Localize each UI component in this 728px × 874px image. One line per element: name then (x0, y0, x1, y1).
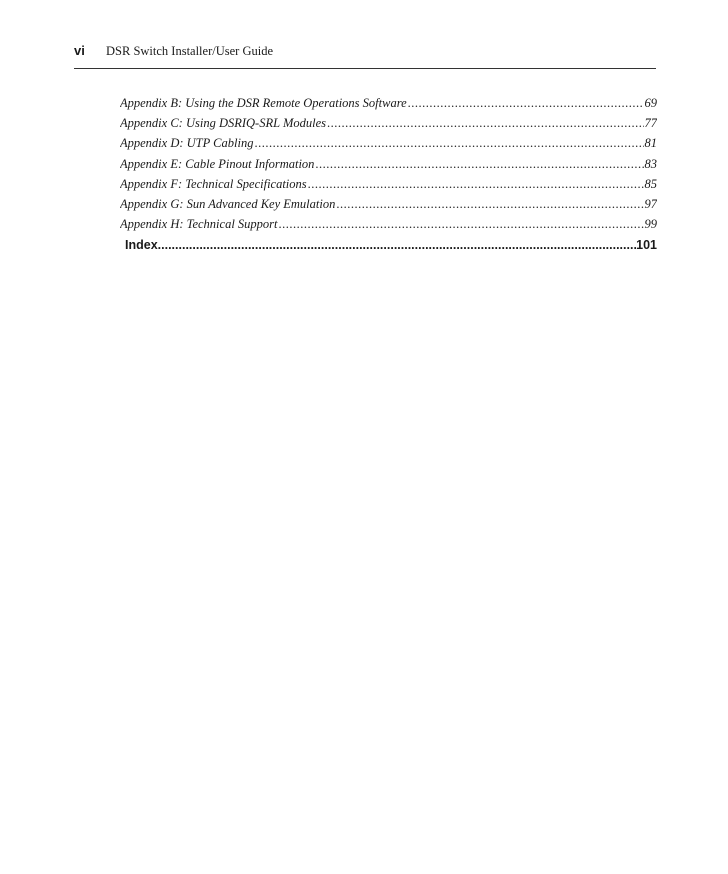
toc-entry-appendix-d[interactable] (120, 133, 657, 153)
toc-entry-appendix-h[interactable] (120, 214, 657, 234)
toc-entry-appendix-c[interactable] (120, 113, 657, 133)
toc-entry-appendix-g[interactable] (120, 194, 657, 214)
toc-entry-page: 85 (644, 176, 657, 191)
dot-leader (254, 133, 643, 153)
toc-entry-page: 83 (644, 156, 657, 171)
toc-entry-title: Appendix E: Cable Pinout Information (120, 156, 315, 171)
toc-entry-title: Appendix C: Using DSRIQ-SRL Modules (120, 116, 326, 131)
toc-entry-appendix-b[interactable] (120, 93, 657, 113)
toc-entry-page: 69 (644, 96, 657, 110)
toc-entry-appendix-e[interactable] (120, 154, 657, 174)
toc-entry-index[interactable] (120, 235, 657, 255)
toc-entry-title: Appendix D: UTP Cabling (120, 136, 254, 151)
document-title: DSR Switch Installer/User Guide (106, 44, 273, 58)
toc-entry-page: 81 (644, 136, 657, 151)
toc-entry-title: Appendix H: Technical Support (120, 217, 278, 232)
dot-leader (158, 235, 636, 255)
dot-leader (315, 154, 643, 174)
dot-leader (408, 93, 644, 113)
header-rule (74, 68, 656, 69)
toc-entry-appendix-f[interactable] (120, 174, 657, 194)
toc-entry-title: Appendix B: Using the DSR Remote Operations Software (120, 96, 407, 110)
toc-entry-title: Index (125, 238, 158, 253)
dot-leader (279, 214, 644, 234)
toc-entry-title: Appendix F: Technical Specifications (120, 176, 307, 191)
toc-entry-page: 99 (644, 217, 657, 232)
table-of-contents (120, 93, 657, 256)
dot-leader (308, 174, 644, 194)
dot-leader (336, 194, 643, 214)
running-header (74, 42, 656, 60)
toc-entry-page: 77 (644, 116, 657, 131)
dot-leader (327, 113, 644, 133)
toc-entry-page: 97 (644, 196, 657, 211)
toc-entry-title: Appendix G: Sun Advanced Key Emulation (120, 196, 336, 211)
toc-entry-page: 101 (636, 238, 657, 253)
page-number: vi (74, 43, 85, 58)
